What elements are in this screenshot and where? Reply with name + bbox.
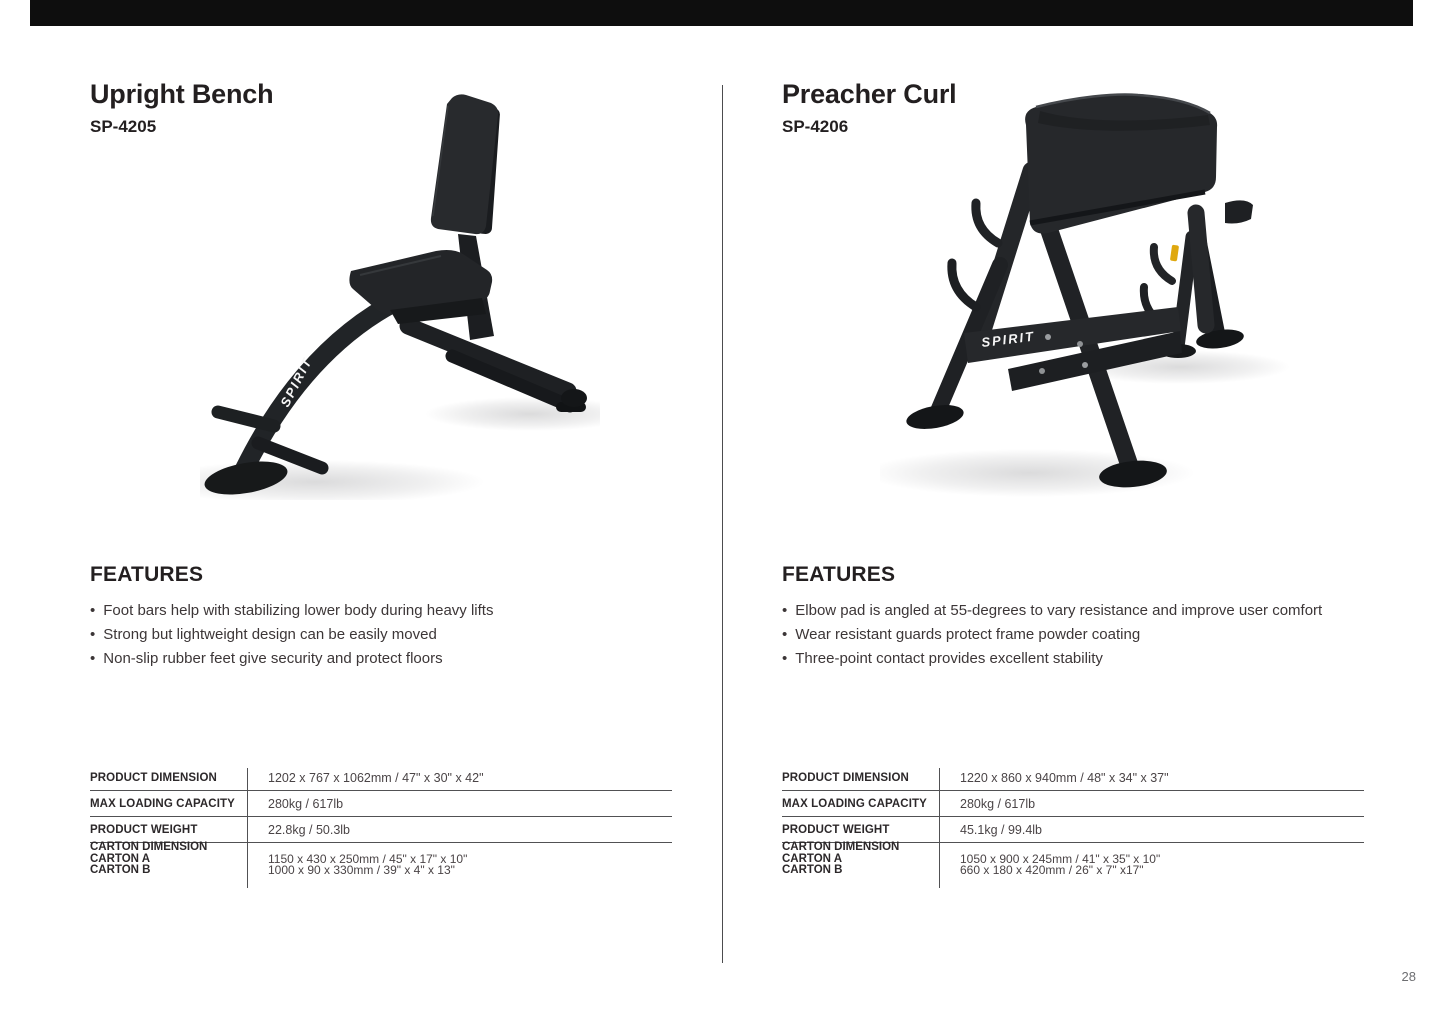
spec-label: PRODUCT DIMENSION bbox=[782, 771, 909, 784]
features-list bbox=[90, 599, 672, 671]
product-panel-preacher-curl bbox=[782, 0, 1364, 1022]
carton-a-label: CARTON A bbox=[90, 852, 151, 865]
carton-b-label: CARTON B bbox=[90, 864, 151, 877]
brand-logo-text: SPIRIT bbox=[980, 328, 1036, 350]
spec-value: 280kg / 617lb bbox=[960, 796, 1036, 811]
feature-item: • Elbow pad is angled at 55-degrees to vary resistance and improve user comfort bbox=[782, 599, 1364, 623]
brand-logo-text: SPIRIT bbox=[277, 354, 316, 410]
warning-sticker bbox=[1170, 245, 1179, 262]
spec-value: 1220 x 860 x 940mm / 48" x 34" x 37" bbox=[960, 770, 1169, 785]
spec-label: PRODUCT DIMENSION bbox=[90, 771, 217, 784]
carton-values bbox=[247, 835, 467, 877]
feature-item: • Wear resistant guards protect frame powder coating bbox=[782, 623, 1364, 647]
spec-row-carton bbox=[90, 841, 672, 878]
bench-backrest-pad bbox=[431, 94, 500, 234]
product-model: SP-4206 bbox=[782, 117, 849, 136]
features-section bbox=[782, 563, 1364, 671]
page-number: 28 bbox=[1401, 969, 1416, 984]
spec-label: MAX LOADING CAPACITY bbox=[782, 797, 927, 810]
spec-row-carton bbox=[782, 841, 1364, 878]
carton-b-value: 1000 x 90 x 330mm / 39" x 4" x 13" bbox=[268, 863, 455, 878]
product-image-preacher-curl bbox=[880, 85, 1290, 505]
spec-table bbox=[90, 765, 672, 878]
carton-labels bbox=[782, 835, 939, 877]
product-title: Upright Bench bbox=[90, 79, 274, 109]
column-divider bbox=[722, 85, 723, 963]
carton-b-value: 660 x 180 x 420mm / 26" x 7" x17" bbox=[960, 863, 1144, 878]
spec-value: 22.8kg / 50.3lb bbox=[268, 822, 351, 837]
spec-label: PRODUCT WEIGHT bbox=[782, 823, 890, 836]
spec-table-divider bbox=[939, 768, 940, 888]
feature-item: • Foot bars help with stabilizing lower body during heavy lifts bbox=[90, 599, 672, 623]
spec-label: PRODUCT WEIGHT bbox=[90, 823, 198, 836]
carton-values bbox=[939, 835, 1160, 877]
spec-value: 280kg / 617lb bbox=[268, 796, 344, 811]
spec-value: 45.1kg / 99.4lb bbox=[960, 822, 1043, 837]
spec-table-divider bbox=[247, 768, 248, 888]
features-heading: FEATURES bbox=[782, 563, 896, 586]
features-heading: FEATURES bbox=[90, 563, 204, 586]
product-model: SP-4205 bbox=[90, 117, 157, 136]
carton-a-label: CARTON A bbox=[782, 852, 843, 865]
spec-row bbox=[782, 791, 1364, 817]
spec-label: MAX LOADING CAPACITY bbox=[90, 797, 235, 810]
product-image-upright-bench bbox=[200, 88, 600, 500]
spec-row bbox=[90, 791, 672, 817]
feature-item: • Three-point contact provides excellent stability bbox=[782, 647, 1364, 671]
feature-item: • Strong but lightweight design can be easily moved bbox=[90, 623, 672, 647]
spec-value: 1202 x 767 x 1062mm / 47" x 30" x 42" bbox=[268, 770, 484, 785]
carton-heading: CARTON DIMENSION bbox=[782, 841, 900, 854]
carton-heading: CARTON DIMENSION bbox=[90, 841, 208, 854]
features-list bbox=[782, 599, 1364, 671]
features-section bbox=[90, 563, 672, 671]
carton-b-label: CARTON B bbox=[782, 864, 843, 877]
carton-a-value: 1150 x 430 x 250mm / 45" x 17" x 10" bbox=[268, 851, 468, 866]
spec-row bbox=[782, 765, 1364, 791]
product-title: Preacher Curl bbox=[782, 79, 957, 109]
carton-labels bbox=[90, 835, 247, 877]
carton-a-value: 1050 x 900 x 245mm / 41" x 35" x 10" bbox=[960, 851, 1161, 866]
feature-item: • Non-slip rubber feet give security and protect floors bbox=[90, 647, 672, 671]
spec-row bbox=[90, 765, 672, 791]
product-panel-upright-bench bbox=[90, 0, 672, 1022]
spec-table bbox=[782, 765, 1364, 878]
